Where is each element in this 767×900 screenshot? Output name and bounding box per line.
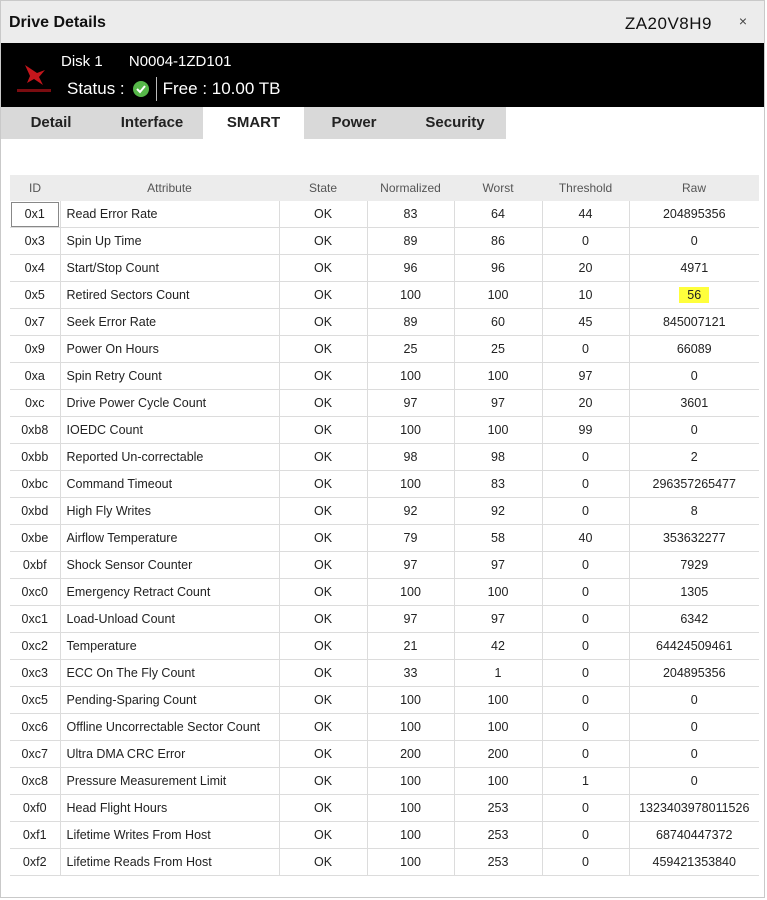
cell-normalized: 21 [367,633,454,660]
table-row[interactable] [10,282,759,309]
cell-raw: 296357265477 [629,471,759,498]
cell-id: 0xb8 [10,417,60,444]
cell-threshold: 0 [542,660,629,687]
cell-normalized: 97 [367,552,454,579]
cell-worst: 1 [454,660,542,687]
table-row[interactable] [10,660,759,687]
cell-worst: 60 [454,309,542,336]
header-worst[interactable]: Worst [454,175,542,201]
tab-security[interactable]: Security [404,107,506,139]
cell-attribute: Seek Error Rate [60,309,279,336]
header-raw[interactable]: Raw [629,175,759,201]
table-row[interactable] [10,309,759,336]
drive-serial: ZA20V8H9 [624,14,712,33]
divider [156,77,157,101]
cell-state: OK [279,201,367,228]
cell-id: 0x7 [10,309,60,336]
cell-normalized: 97 [367,390,454,417]
table-row[interactable] [10,228,759,255]
cell-threshold: 0 [542,579,629,606]
disk-info [61,53,231,70]
cell-attribute: Pending-Sparing Count [60,687,279,714]
cell-raw: 353632277 [629,525,759,552]
cell-attribute: Shock Sensor Counter [60,552,279,579]
cell-state: OK [279,336,367,363]
cell-state: OK [279,552,367,579]
table-row[interactable] [10,390,759,417]
cell-worst: 64 [454,201,542,228]
table-row[interactable] [10,741,759,768]
cell-attribute: ECC On The Fly Count [60,660,279,687]
cell-attribute: Retired Sectors Count [60,282,279,309]
cell-normalized: 92 [367,498,454,525]
cell-worst: 100 [454,579,542,606]
cell-raw: 6342 [629,606,759,633]
cell-worst: 100 [454,282,542,309]
tab-interface[interactable]: Interface [101,107,203,139]
cell-normalized: 100 [367,417,454,444]
cell-id: 0x3 [10,228,60,255]
cell-normalized: 33 [367,660,454,687]
cell-id: 0xbd [10,498,60,525]
status-ok-check-icon [133,81,149,97]
smart-table [10,175,759,876]
cell-attribute: Spin Up Time [60,228,279,255]
tab-power[interactable]: Power [304,107,404,139]
cell-raw: 2 [629,444,759,471]
cell-worst: 200 [454,741,542,768]
table-row[interactable] [10,822,759,849]
cell-state: OK [279,822,367,849]
cell-state: OK [279,228,367,255]
cell-attribute: Emergency Retract Count [60,579,279,606]
cell-threshold: 0 [542,498,629,525]
cell-worst: 83 [454,471,542,498]
free-space: Free : 10.00 TB [162,79,281,98]
cell-raw: 0 [629,363,759,390]
cell-threshold: 0 [542,822,629,849]
drive-model: N0004-1ZD101 [128,53,232,70]
cell-state: OK [279,525,367,552]
cell-attribute: Drive Power Cycle Count [60,390,279,417]
cell-attribute: Temperature [60,633,279,660]
table-row[interactable] [10,714,759,741]
window-title: Drive Details [9,14,106,31]
cell-attribute: Power On Hours [60,336,279,363]
cell-state: OK [279,687,367,714]
cell-worst: 42 [454,633,542,660]
cell-worst: 100 [454,687,542,714]
cell-raw: 7929 [629,552,759,579]
cell-normalized: 83 [367,201,454,228]
cell-normalized: 100 [367,579,454,606]
cell-worst: 86 [454,228,542,255]
header-threshold[interactable]: Threshold [542,175,629,201]
cell-threshold: 0 [542,849,629,876]
cell-normalized: 97 [367,606,454,633]
cell-threshold: 0 [542,471,629,498]
cell-attribute: Head Flight Hours [60,795,279,822]
cell-worst: 253 [454,822,542,849]
cell-threshold: 10 [542,282,629,309]
cell-raw: 0 [629,768,759,795]
header-id[interactable]: ID [10,175,60,201]
drive-header [1,43,764,107]
cell-attribute: Lifetime Reads From Host [60,849,279,876]
header-attribute[interactable]: Attribute [60,175,279,201]
table-row[interactable] [10,444,759,471]
cell-attribute: Offline Uncorrectable Sector Count [60,714,279,741]
cell-threshold: 0 [542,633,629,660]
cell-threshold: 0 [542,795,629,822]
table-row[interactable] [10,606,759,633]
cell-id: 0xbc [10,471,60,498]
cell-raw: 1323403978011526 [629,795,759,822]
cell-worst: 253 [454,849,542,876]
cell-id: 0xbe [10,525,60,552]
cell-raw: 64424509461 [629,633,759,660]
status-line [67,77,280,101]
table-row[interactable] [10,579,759,606]
cell-threshold: 20 [542,255,629,282]
cell-id: 0xc2 [10,633,60,660]
cell-normalized: 200 [367,741,454,768]
cell-id: 0x5 [10,282,60,309]
cell-worst: 97 [454,390,542,417]
cell-worst: 100 [454,417,542,444]
table-row[interactable] [10,471,759,498]
table-header-row [10,175,759,201]
cell-id: 0xc [10,390,60,417]
cell-raw: 0 [629,228,759,255]
table-row[interactable] [10,417,759,444]
cell-threshold: 0 [542,714,629,741]
smart-table-body [10,201,759,876]
cell-attribute: Airflow Temperature [60,525,279,552]
cell-state: OK [279,579,367,606]
cell-normalized: 79 [367,525,454,552]
table-row[interactable] [10,525,759,552]
cell-normalized: 100 [367,471,454,498]
cell-threshold: 1 [542,768,629,795]
cell-id: 0xf0 [10,795,60,822]
cell-state: OK [279,282,367,309]
cell-state: OK [279,390,367,417]
table-row[interactable] [10,336,759,363]
cell-id: 0xc3 [10,660,60,687]
cell-normalized: 100 [367,795,454,822]
cell-worst: 97 [454,606,542,633]
status-label: Status : [67,79,125,98]
table-row[interactable] [10,201,759,228]
cell-normalized: 89 [367,228,454,255]
cell-raw: 204895356 [629,201,759,228]
cell-state: OK [279,714,367,741]
cell-attribute: Command Timeout [60,471,279,498]
cell-id: 0xf2 [10,849,60,876]
cell-worst: 100 [454,768,542,795]
cell-id: 0xc8 [10,768,60,795]
table-row[interactable] [10,552,759,579]
cell-worst: 92 [454,498,542,525]
cell-id: 0xc1 [10,606,60,633]
tab-smart[interactable]: SMART [203,107,304,139]
cell-state: OK [279,849,367,876]
cell-raw: 0 [629,741,759,768]
table-row[interactable] [10,687,759,714]
cell-state: OK [279,795,367,822]
header-normalized[interactable]: Normalized [367,175,454,201]
cell-normalized: 25 [367,336,454,363]
highlighted-raw-value: 56 [679,287,709,303]
cell-id: 0xbf [10,552,60,579]
table-row[interactable] [10,849,759,876]
cell-worst: 25 [454,336,542,363]
cell-threshold: 0 [542,687,629,714]
cell-raw: 0 [629,687,759,714]
cell-state: OK [279,471,367,498]
cell-state: OK [279,741,367,768]
cell-state: OK [279,633,367,660]
cell-normalized: 100 [367,282,454,309]
cell-raw: 8 [629,498,759,525]
cell-worst: 100 [454,363,542,390]
cell-threshold: 44 [542,201,629,228]
header-state[interactable]: State [279,175,367,201]
cell-worst: 253 [454,795,542,822]
cell-id: 0xc5 [10,687,60,714]
tab-bar [1,107,506,139]
table-row[interactable] [10,498,759,525]
tab-detail[interactable]: Detail [1,107,101,139]
cell-attribute: Ultra DMA CRC Error [60,741,279,768]
cell-raw [629,282,759,309]
cell-raw: 3601 [629,390,759,417]
cell-id: 0xbb [10,444,60,471]
cell-worst: 58 [454,525,542,552]
cell-raw: 66089 [629,336,759,363]
cell-id: 0xc6 [10,714,60,741]
cell-worst: 100 [454,714,542,741]
cell-attribute: Read Error Rate [60,201,279,228]
cell-state: OK [279,417,367,444]
table-row[interactable] [10,795,759,822]
cell-threshold: 97 [542,363,629,390]
cell-state: OK [279,660,367,687]
cell-attribute: High Fly Writes [60,498,279,525]
ironwolf-logo-icon [15,53,53,97]
cell-worst: 97 [454,552,542,579]
cell-normalized: 100 [367,768,454,795]
cell-attribute: Pressure Measurement Limit [60,768,279,795]
cell-normalized: 100 [367,363,454,390]
cell-threshold: 0 [542,606,629,633]
cell-normalized: 96 [367,255,454,282]
cell-threshold: 40 [542,525,629,552]
table-row[interactable] [10,768,759,795]
cell-id: 0x4 [10,255,60,282]
cell-worst: 98 [454,444,542,471]
cell-id: 0x9 [10,336,60,363]
cell-raw: 845007121 [629,309,759,336]
cell-worst: 96 [454,255,542,282]
cell-threshold: 45 [542,309,629,336]
cell-attribute: IOEDC Count [60,417,279,444]
title-bar [1,1,764,43]
cell-attribute: Start/Stop Count [60,255,279,282]
cell-id: 0x1 [10,201,60,228]
table-row[interactable] [10,633,759,660]
cell-state: OK [279,255,367,282]
cell-raw: 204895356 [629,660,759,687]
cell-attribute: Reported Un-correctable [60,444,279,471]
cell-attribute: Spin Retry Count [60,363,279,390]
cell-raw: 1305 [629,579,759,606]
cell-raw: 459421353840 [629,849,759,876]
cell-state: OK [279,444,367,471]
cell-normalized: 98 [367,444,454,471]
cell-threshold: 0 [542,741,629,768]
cell-attribute: Load-Unload Count [60,606,279,633]
cell-id: 0xa [10,363,60,390]
smart-table-container [10,175,759,876]
cell-id: 0xc0 [10,579,60,606]
cell-normalized: 100 [367,822,454,849]
cell-raw: 4971 [629,255,759,282]
cell-threshold: 99 [542,417,629,444]
disk-label: Disk 1 [61,53,103,70]
cell-state: OK [279,363,367,390]
cell-normalized: 100 [367,849,454,876]
table-row[interactable] [10,255,759,282]
cell-state: OK [279,606,367,633]
cell-normalized: 100 [367,714,454,741]
cell-attribute: Lifetime Writes From Host [60,822,279,849]
cell-raw: 0 [629,417,759,444]
cell-threshold: 0 [542,444,629,471]
cell-raw: 68740447372 [629,822,759,849]
cell-threshold: 0 [542,228,629,255]
cell-threshold: 0 [542,552,629,579]
cell-threshold: 0 [542,336,629,363]
cell-raw: 0 [629,714,759,741]
cell-normalized: 89 [367,309,454,336]
cell-id: 0xc7 [10,741,60,768]
cell-normalized: 100 [367,687,454,714]
cell-state: OK [279,309,367,336]
cell-state: OK [279,498,367,525]
cell-state: OK [279,768,367,795]
cell-threshold: 20 [542,390,629,417]
table-row[interactable] [10,363,759,390]
close-button[interactable]: × [738,13,748,29]
cell-id: 0xf1 [10,822,60,849]
